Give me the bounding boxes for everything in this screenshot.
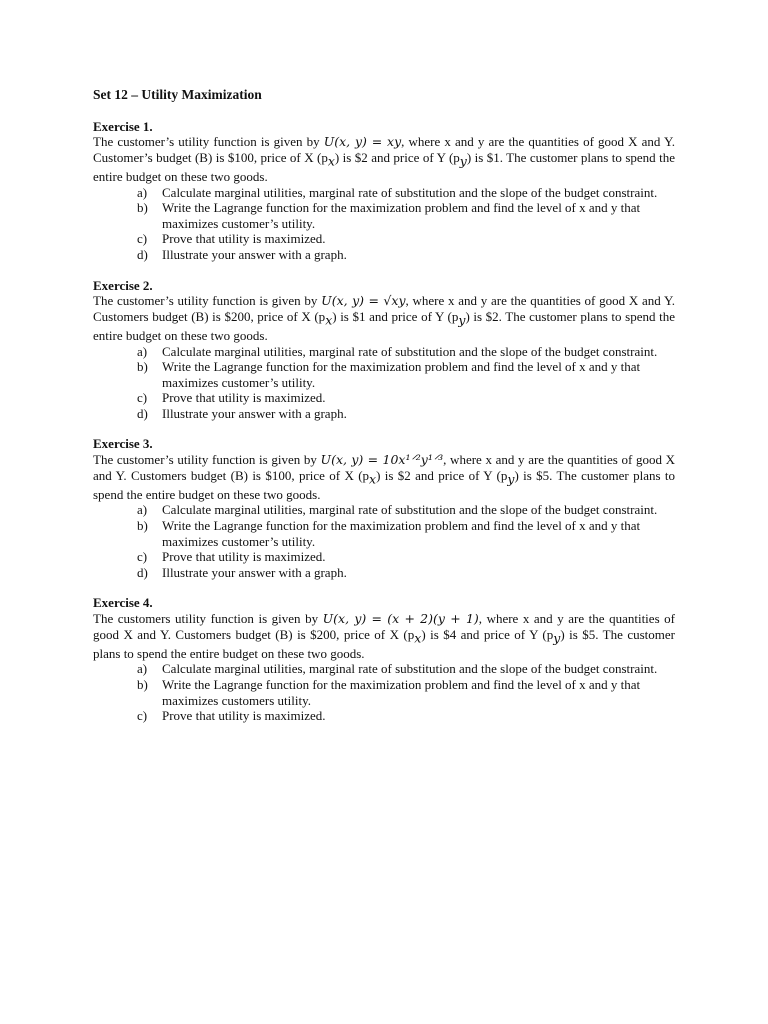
- exercise-intro: The customers utility function is given by U(x, y) = (x + 2)(y + 1), where x and y are the quantities of good X and Y. Customers budget (B) is $200, price of X $(p_x)$ is $4 and price of Y $(p_y)$ is $5. The customer plans to spend the entire budget on these two goods.: [93, 611, 675, 661]
- utility-formula: U(x, y) = √xy: [321, 293, 406, 309]
- exercise-intro: The customer’s utility function is given by U(x, y) = 10x¹ᐟ²y¹ᐟ³, where x and y are the quantities of good X and Y. Customers budget (B) is $100, price of X $(p_x)$ is $2 and price of Y $(p_y)$ is $5. The customer plans to spend the entire budget on these two goods.: [93, 452, 675, 502]
- list-item: a) Calculate marginal utilities, marginal rate of substitution and the slope of the budget constraint.: [137, 184, 658, 200]
- list-item: c) Prove that utility is maximized.: [137, 231, 326, 247]
- utility-formula: U(x, y) = (x + 2)(y + 1): [322, 611, 479, 626]
- exercise-intro: The customer’s utility function is given by U(x, y) = xy, where x and y are the quantities of good X and Y. Customer’s budget (B) is $100, price of X $(p_x)$ is $2 and price of Y $(p_y)$ is $1. The customer plans to spend the entire budget on these two goods.: [93, 134, 675, 184]
- exercise-2: [93, 278, 675, 422]
- task-list: [93, 344, 675, 422]
- page-title: Set 12 – Utility Maximization: [93, 87, 262, 102]
- task-list: [93, 185, 675, 263]
- exercise-3: [93, 436, 675, 580]
- list-item: a) Calculate marginal utilities, marginal rate of substitution and the slope of the budget constraint.: [137, 343, 658, 359]
- list-item: d) Illustrate your answer with a graph.: [137, 246, 347, 262]
- exercise-heading: Exercise 3.: [93, 436, 153, 452]
- task-list: [93, 502, 675, 580]
- exercise-1: [93, 119, 675, 263]
- exercise-heading: Exercise 4.: [93, 595, 153, 611]
- list-item: a) Calculate marginal utilities, marginal rate of substitution and the slope of the budget constraint.: [137, 502, 658, 518]
- list-item: c) Prove that utility is maximized.: [137, 390, 326, 406]
- list-item: a) Calculate marginal utilities, marginal rate of substitution and the slope of the budget constraint.: [137, 661, 658, 677]
- list-item: b) Write the Lagrange function for the maximization problem and find the level of x and y that maximizes customer’s utility.: [137, 200, 641, 231]
- utility-formula: U(x, y) = 10x¹ᐟ²y¹ᐟ³: [320, 452, 444, 468]
- task-list: [93, 661, 675, 723]
- exercise-4: [93, 595, 675, 723]
- exercise-intro: The customer’s utility function is given by U(x, y) = √xy, where x and y are the quantities of good X and Y. Customers budget (B) is $200, price of X $(p_x)$ is $1 and price of Y $(p_y)$ is $2. The customer plans to spend the entire budget on these two goods.: [93, 293, 676, 343]
- exercise-heading: Exercise 2.: [93, 277, 153, 293]
- list-item: c) Prove that utility is maximized.: [137, 708, 326, 724]
- utility-formula: U(x, y) = xy: [323, 134, 402, 150]
- list-item: d) Illustrate your answer with a graph.: [137, 405, 347, 421]
- exercise-heading: Exercise 1.: [93, 118, 153, 134]
- list-item: d) Illustrate your answer with a graph.: [137, 564, 347, 580]
- list-item: b) Write the Lagrange function for the maximization problem and find the level of x and y that maximizes customer’s utility.: [137, 518, 641, 549]
- list-item: b) Write the Lagrange function for the maximization problem and find the level of x and y that maximizes customers utility.: [137, 676, 641, 708]
- list-item: c) Prove that utility is maximized.: [137, 549, 326, 565]
- document-body: [93, 87, 675, 739]
- list-item: b) Write the Lagrange function for the maximization problem and find the level of x and y that maximizes customer’s utility.: [137, 359, 641, 390]
